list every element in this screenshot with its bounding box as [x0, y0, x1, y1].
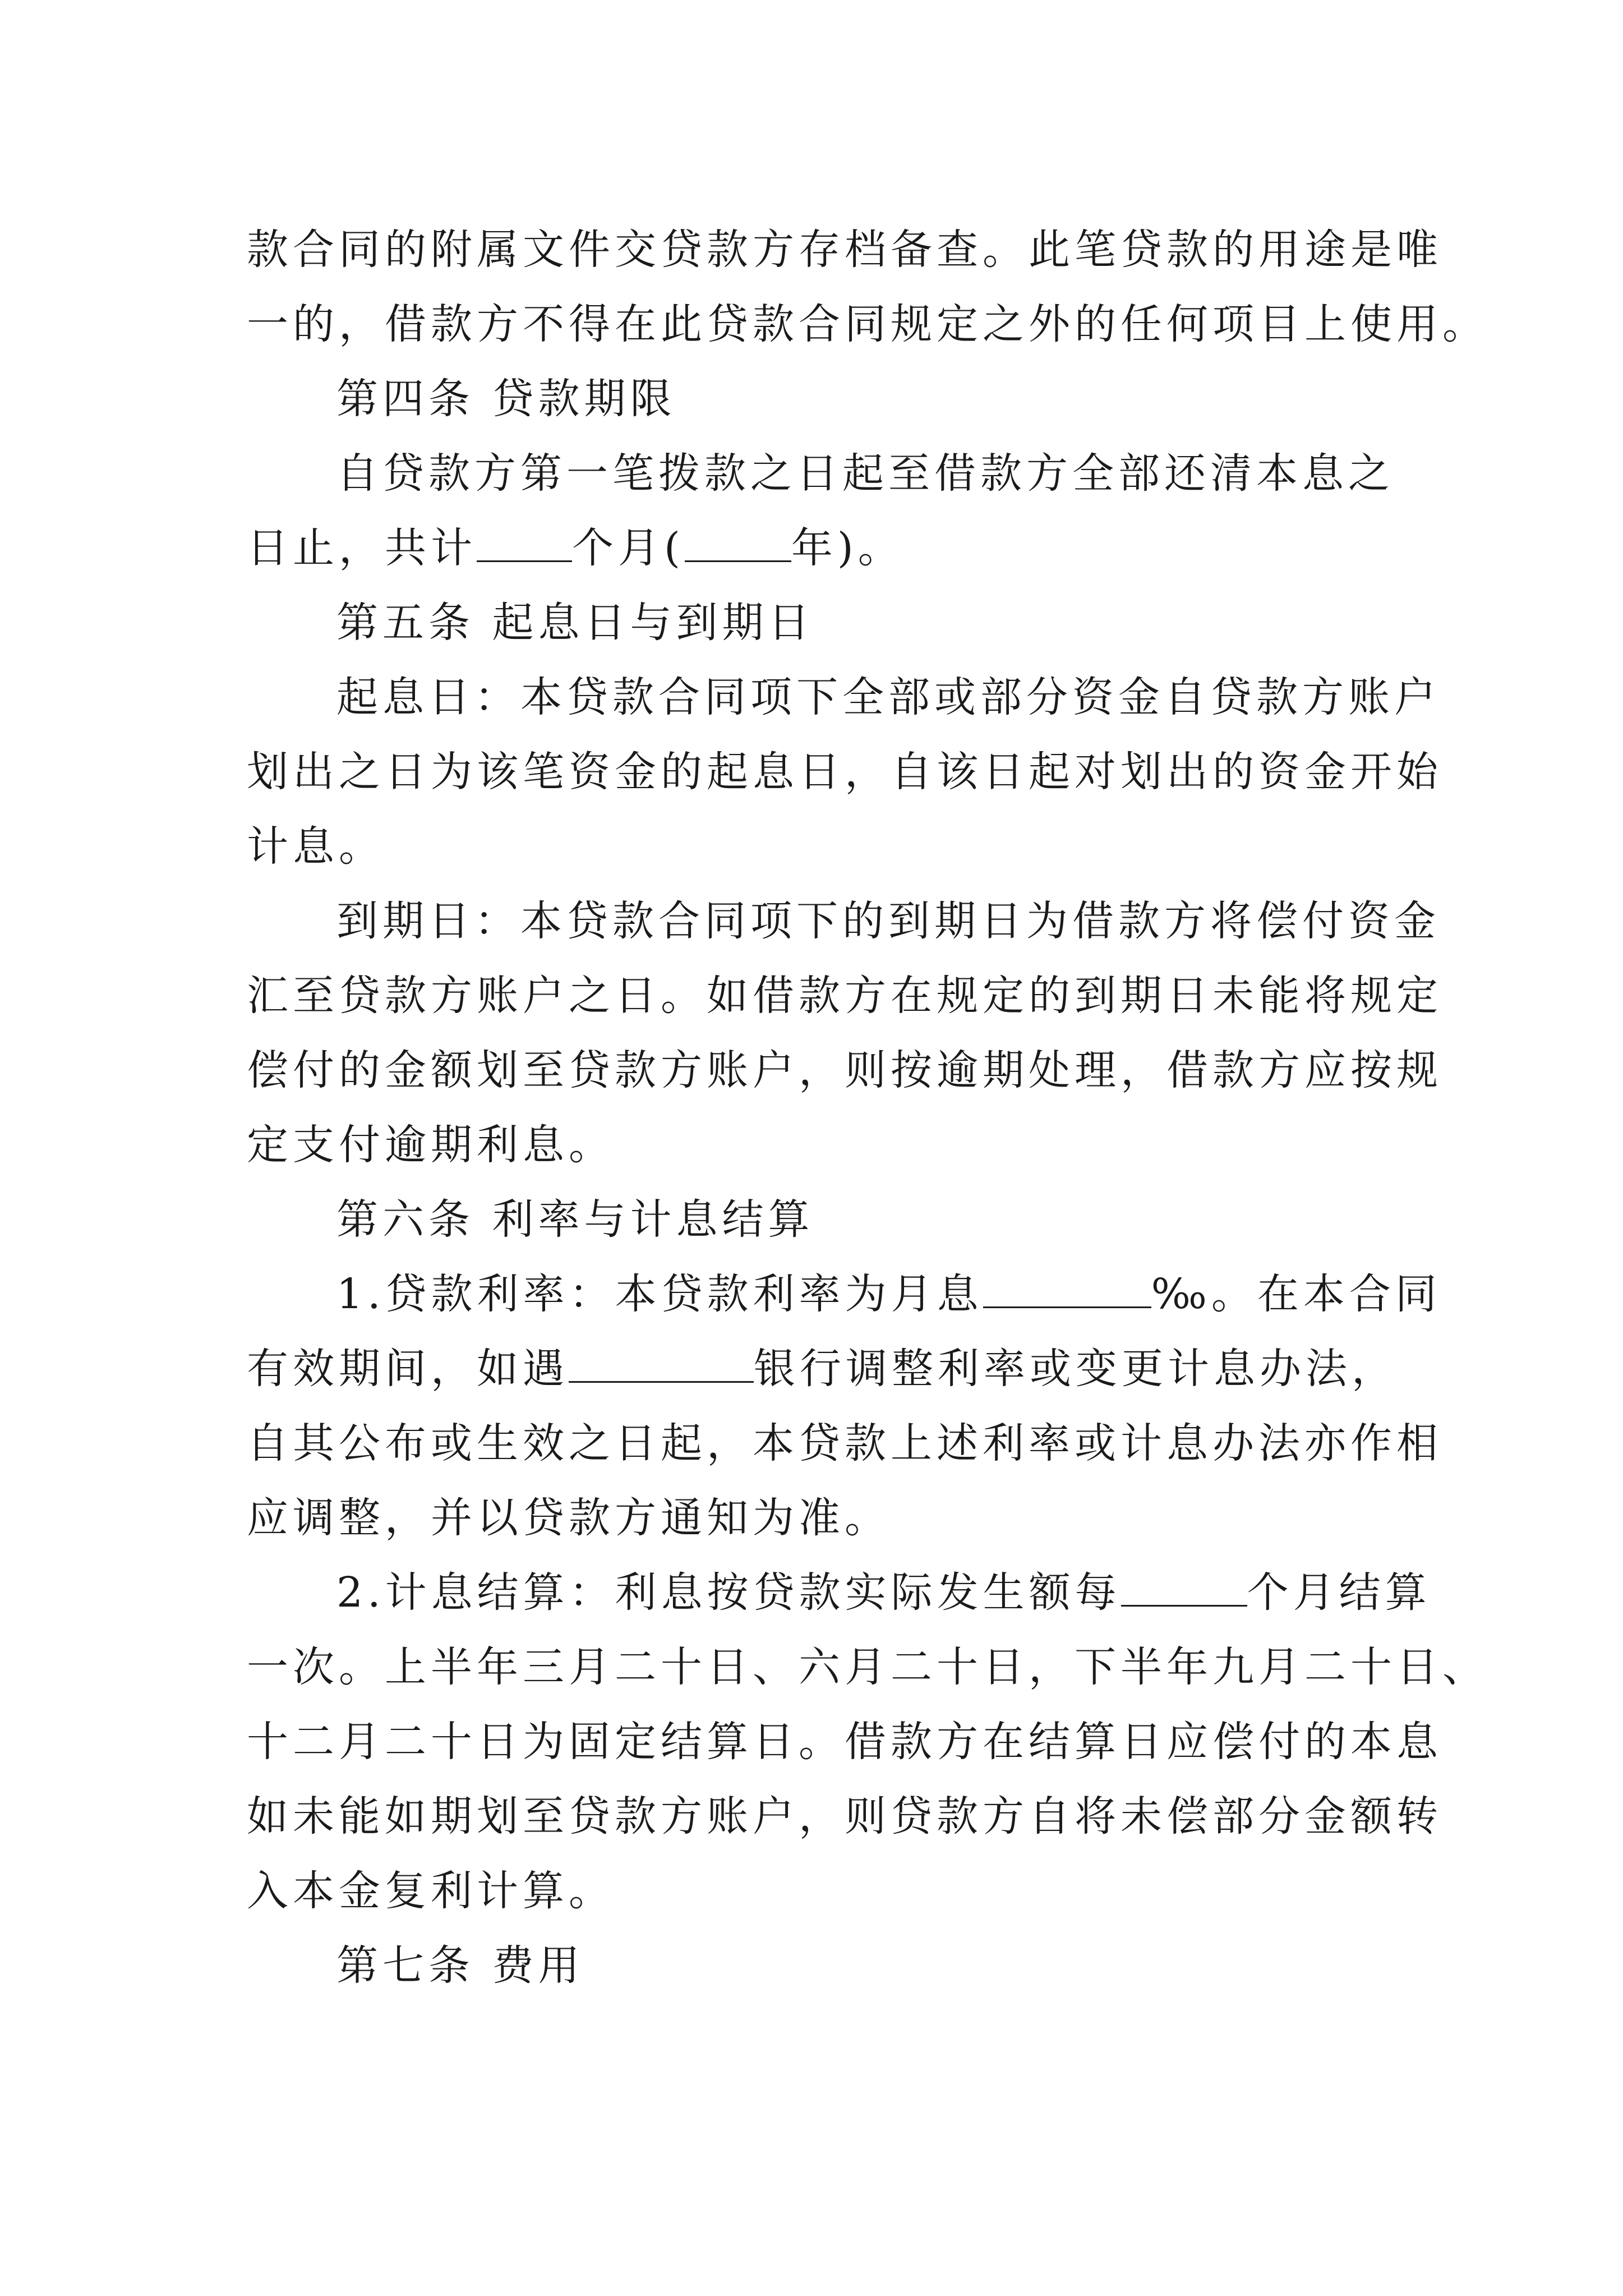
- text-line: 入本金复利计算。: [247, 1867, 615, 1915]
- text-line: 到期日：本贷款合同项下的到期日为借款方将偿付资金: [336, 897, 1440, 945]
- text-line: 一次。上半年三月二十日、六月二十日，下半年九月二十日、: [247, 1643, 1488, 1691]
- text-line: 日止，共计 个月( 年)。: [247, 524, 904, 572]
- text-line: 自其公布或生效之日起，本贷款上述利率或计息办法亦作相: [247, 1419, 1442, 1467]
- text-line: 一的，借款方不得在此贷款合同规定之外的任何项目上使用。: [247, 300, 1488, 348]
- article-heading: 第四条 贷款期限: [336, 375, 676, 423]
- article-heading: 第六条 利率与计息结算: [336, 1195, 814, 1244]
- fill-blank: [569, 1345, 754, 1383]
- text-line: 如未能如期划至贷款方账户，则贷款方自将未偿部分金额转: [247, 1792, 1442, 1841]
- text-line: 十二月二十日为固定结算日。借款方在结算日应偿付的本息: [247, 1718, 1442, 1766]
- text-line: 汇至贷款方账户之日。如借款方在规定的到期日未能将规定: [247, 972, 1442, 1020]
- text-line: 应调整，并以贷款方通知为准。: [247, 1494, 891, 1542]
- text-line: 划出之日为该笔资金的起息日，自该日起对划出的资金开始: [247, 748, 1442, 796]
- text-line: 1.贷款利率：本贷款利率为月息 ‰。在本合同: [336, 1270, 1441, 1318]
- text-line: 定支付逾期利息。: [247, 1121, 615, 1169]
- text-line: 款合同的附属文件交贷款方存档备查。此笔贷款的用途是唯: [247, 226, 1442, 274]
- article-heading: 第七条 费用: [336, 1941, 584, 1990]
- text-line: 起息日：本贷款合同项下全部或部分资金自贷款方账户: [336, 673, 1440, 721]
- text-line: 自贷款方第一笔拨款之日起至借款方全部还清本息之: [336, 449, 1394, 498]
- fill-blank: [685, 524, 791, 562]
- text-line: 计息。: [247, 822, 385, 871]
- text-line: 偿付的金额划至贷款方账户，则按逾期处理，借款方应按规: [247, 1046, 1442, 1094]
- article-heading: 第五条 起息日与到期日: [336, 599, 814, 647]
- text-line: 有效期间，如遇 银行调整利率或变更计息办法，: [247, 1345, 1398, 1393]
- text-line: 2.计息结算：利息按贷款实际发生额每 个月结算: [336, 1568, 1431, 1617]
- fill-blank: [1121, 1569, 1247, 1607]
- fill-blank: [983, 1271, 1151, 1308]
- fill-blank: [477, 524, 572, 562]
